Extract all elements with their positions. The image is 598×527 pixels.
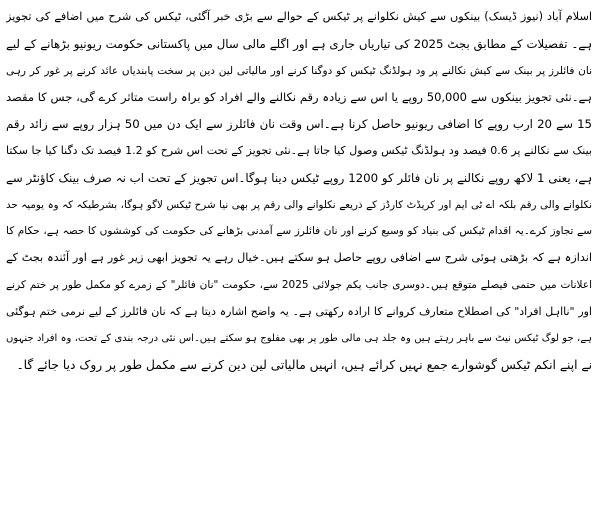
article-line: ہے۔نئی تجویز بینکوں سے 50,000 روپے یا اس سے زیادہ رقم نکالنے والے افراد کو براہ راست متاثر کرے گی، جس کا مقصد	[6, 90, 592, 105]
article-line: 15 سے 20 ارب روپے کا اضافی ریونیو حاصل کرنا ہے۔اس وقت نان فائلرز سے ایک دن میں 50 ہزار روپے سے زائد رقم	[6, 117, 592, 132]
article-line: ہے، یعنی 1 لاکھ روپے نکالنے پر نان فائلر کو 1200 روپے ٹیکس دینا ہوگا۔اس تجویز کے تحت اب نہ صرف بینک کاؤنٹر سے	[6, 170, 592, 185]
article-line: سے تجاوز کرے۔یہ اقدام ٹیکس کی بنیاد کو وسیع کرنے اور نان فائلرز سے آمدنی بڑھانے کی حکومت کی کوششوں کا حصہ ہے، حکام کا	[6, 225, 592, 238]
article-line: نے اپنے انکم ٹیکس گوشوارے جمع نہیں کرائے ہیں، انہیں مالیاتی لین دین کرنے سے مکمل طور پر روک دیا جائے گا۔	[16, 358, 592, 373]
article-line: بینک سے نکالنے پر 0.6 فیصد ود ہولڈنگ ٹیکس وصول کیا جاتا ہے۔نئی تجویز کے تحت اس شرح کو 1.2 فیصد تک دگنا کیا جا سکتا	[6, 143, 592, 157]
article-line: اندازہ ہے کہ بڑھتی ہوئی شرح سے اضافی روپے حاصل ہو سکتے ہیں۔خیال رہے یہ تجویز ابھی زیر غور ہے اور آئندہ بجٹ کے	[6, 251, 592, 265]
article-line: نکلوانے والی رقم بلکہ اے ٹی ایم اور کریڈٹ کارڈز کے ذریعے نکلوانے والی رقم پر بھی نیا شرح ٹیکس لاگو ہوگا، بشرطیکہ کہ وہ یومیہ حد	[6, 198, 592, 211]
article-line: ہے، جو لوگ ٹیکس نیٹ سے باہر رہتے ہیں وہ جلد ہی مالی طور پر بھی مفلوج ہو سکتے ہیں۔اس نئی درجہ بندی کے تحت، وہ افراد جنہوں	[6, 332, 592, 344]
article-line: اور "نااہل افراد" کی اصطلاح متعارف کروانے کا ارادہ رکھتی ہے۔ یہ واضح اشارہ دیتا ہے کہ نان فائلرز کے لیے نرمی ختم ہوگئی	[6, 304, 592, 318]
article-line: نان فائلرز پر بینک سے کیش نکالنے پر ود ہولڈنگ ٹیکس کو دوگنا کرنے اور مالیاتی لین دین پر سخت پابندیاں عائد کرنے پر غور کر رہی	[6, 64, 592, 77]
article-line: اسلام آباد (نیوز ڈیسک) بینکوں سے کیش نکلوانے پر ٹیکس کے حوالے سے بڑی خبر آگئی، ٹیکس کی شرح میں اضافے کی تجویز	[6, 10, 592, 23]
article-line: اعلانات میں حتمی فیصلے متوقع ہیں۔دوسری جانب یکم جولائی 2025 سے، حکومت "نان فائلر" کے زمرے کو مکمل طور پر ختم کرنے	[6, 278, 592, 291]
article-line: ہے۔ تفصیلات کے مطابق بجٹ 2025 کی تیاریاں جاری ہے اور اگلے مالی سال میں پاکستانی حکومت ریونیو بڑھانے کے لیے	[6, 36, 592, 51]
